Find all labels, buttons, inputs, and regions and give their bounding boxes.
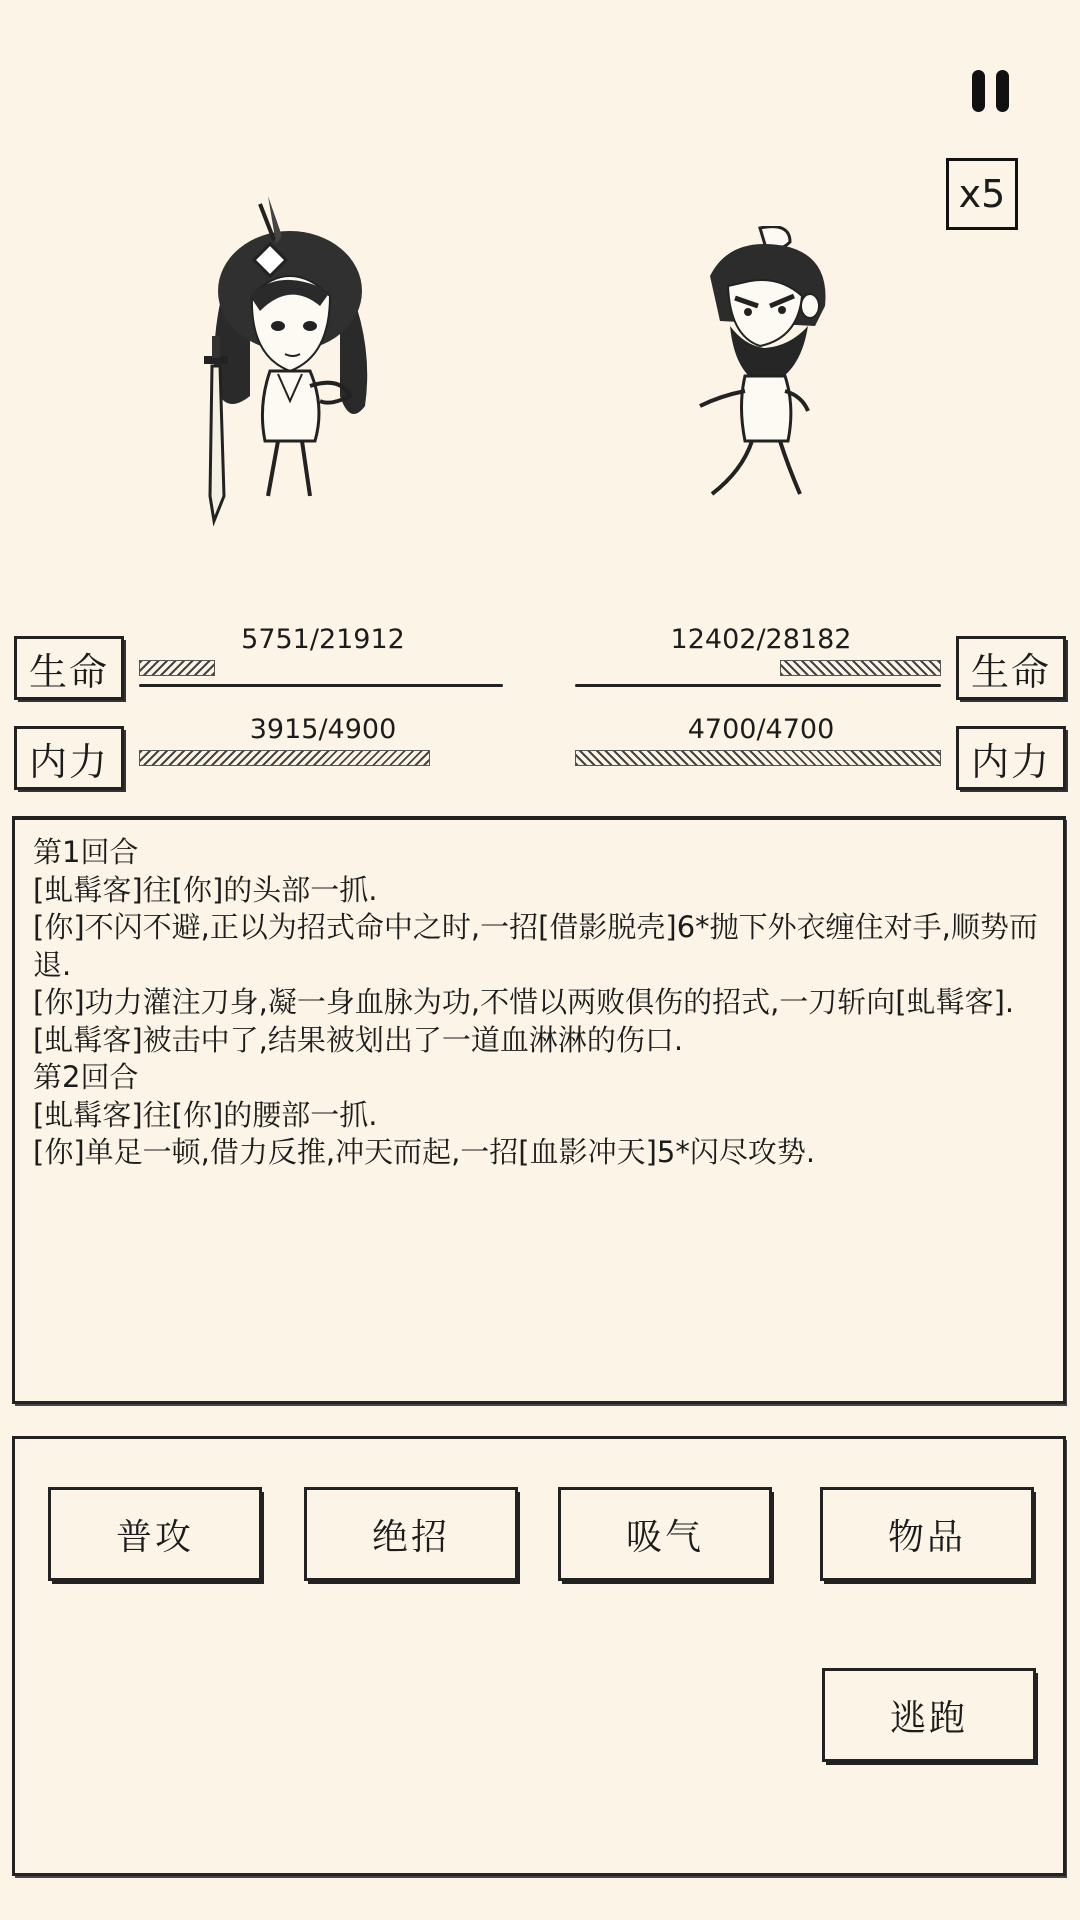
player-mp-label: 内力 <box>14 726 124 790</box>
speed-toggle-button[interactable]: x5 <box>946 158 1018 230</box>
log-line: [虬髯客]往[你]的腰部一抓. <box>33 1097 378 1132</box>
log-line: 第2回合 <box>33 1060 139 1094</box>
log-line: [虬髯客]往[你]的头部一抓. <box>33 872 378 907</box>
enemy-mp-label: 内力 <box>956 726 1066 790</box>
enemy-character <box>690 226 850 506</box>
enemy-hp-bar <box>780 660 941 676</box>
log-line: 第1回合 <box>33 835 139 869</box>
flee-button[interactable]: 逃跑 <box>822 1668 1036 1762</box>
player-character <box>190 196 410 526</box>
battle-log[interactable] <box>12 816 1066 1404</box>
log-line: [你]不闪不避,正以为招式命中之时,一招[借影脱壳]6*抛下外衣缠住对手,顺势而退. <box>33 910 1038 982</box>
attack-button[interactable]: 普攻 <box>48 1487 262 1581</box>
player-hp-value: 5751/21912 <box>241 624 405 655</box>
player-hp-label: 生命 <box>14 636 124 700</box>
enemy-mp-bar <box>575 750 941 766</box>
items-button[interactable]: 物品 <box>820 1487 1034 1581</box>
pause-button[interactable] <box>972 70 1012 112</box>
enemy-hp-label: 生命 <box>956 636 1066 700</box>
enemy-hp-value: 12402/28182 <box>670 624 852 655</box>
pause-icon <box>972 70 985 112</box>
enemy-hp-track <box>575 684 941 687</box>
enemy-mp-value: 4700/4700 <box>687 714 835 745</box>
log-line: [虬髯客]被击中了,结果被划出了一道血淋淋的伤口. <box>33 1022 684 1057</box>
player-mp-value: 3915/4900 <box>249 714 397 745</box>
player-hp-track <box>139 684 503 687</box>
breathe-button[interactable]: 吸气 <box>558 1487 772 1581</box>
pause-icon-bar <box>996 70 1009 112</box>
special-move-button[interactable]: 绝招 <box>304 1487 518 1581</box>
player-mp-bar <box>139 750 430 766</box>
log-line: [你]功力灌注刀身,凝一身血脉为功,不惜以两败俱伤的招式,一刀斩向[虬髯客]. <box>33 985 1015 1019</box>
player-hp-bar <box>139 660 215 676</box>
log-line: [你]单足一顿,借力反推,冲天而起,一招[血影冲天]5*闪尽攻势. <box>33 1135 816 1169</box>
